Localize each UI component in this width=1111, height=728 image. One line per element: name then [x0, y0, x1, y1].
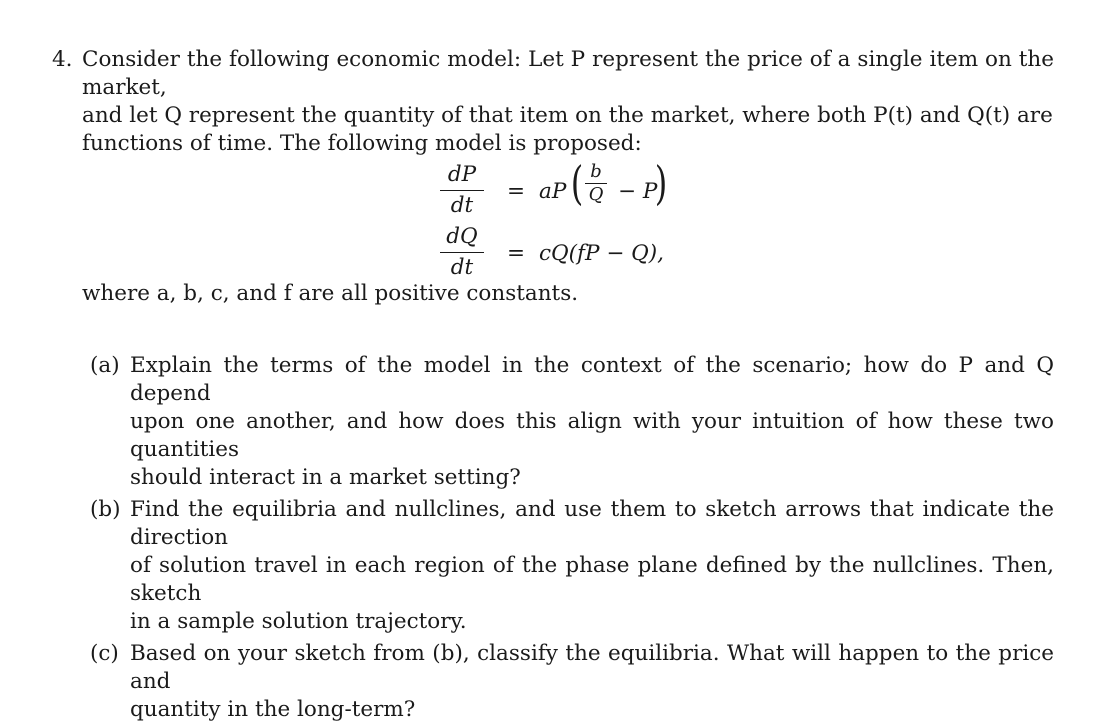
rhs-prefix: aP	[539, 179, 567, 204]
intro-line: and let Q represent the quantity of that item on the market, where both P(t) and Q(t) are	[82, 103, 1053, 128]
fraction-numerator: dP	[447, 162, 477, 187]
equation-system	[52, 156, 1054, 282]
subpart-label: (a)	[90, 353, 120, 378]
subpart-line: upon one another, and how does this align with your intuition of how these two quantities	[130, 409, 1054, 462]
subpart-line: Explain the terms of the model in the context of the scenario; how do P and Q depend	[130, 353, 1054, 406]
fraction-numerator: b	[590, 161, 602, 182]
rhs-expression: cQ(fP − Q),	[539, 241, 665, 266]
dq-dt-fraction	[440, 224, 484, 281]
fraction-denominator: dt	[450, 255, 474, 281]
subpart-line: in a sample solution trajectory.	[130, 609, 467, 634]
subpart-label: (c)	[90, 641, 119, 666]
left-paren: (	[570, 156, 584, 210]
subpart-line: of solution travel in each region of the phase plane defined by the nullclines. Then, sketch	[130, 553, 1054, 606]
fraction-denominator: Q	[588, 184, 604, 206]
subpart-label: (b)	[90, 497, 121, 522]
subparts-list	[52, 352, 1054, 724]
intro-line: Consider the following economic model: Let P represent the price of a single item on the market,	[82, 47, 1054, 100]
intro-line: functions of time. The following model is proposed:	[82, 131, 642, 156]
subpart-b	[90, 496, 1054, 636]
constants-note: where a, b, c, and f are all positive constants.	[82, 281, 579, 306]
subpart-a	[90, 352, 1054, 492]
fraction-denominator: dt	[450, 193, 474, 219]
right-paren: )	[654, 156, 668, 210]
subpart-line: should interact in a market setting?	[130, 465, 521, 490]
dp-dt-fraction	[440, 162, 484, 219]
subpart-line: quantity in the long-term?	[130, 697, 416, 722]
equals-sign: =	[507, 179, 526, 204]
problem-intro	[82, 46, 1054, 158]
fraction-bar	[440, 252, 484, 253]
fraction-numerator: dQ	[446, 224, 478, 249]
problem-4	[52, 46, 1054, 728]
b-over-q-fraction	[585, 162, 607, 205]
subpart-line: Find the equilibria and nullclines, and use them to sketch arrows that indicate the direction	[130, 497, 1054, 550]
problem-number: 4.	[52, 47, 73, 72]
fraction-bar	[440, 190, 484, 191]
subpart-line: Based on your sketch from (b), classify the equilibria. What will happen to the price and	[130, 641, 1054, 694]
inner-suffix: − P	[618, 179, 658, 204]
subpart-c	[90, 640, 1054, 724]
equals-sign: =	[507, 241, 526, 266]
